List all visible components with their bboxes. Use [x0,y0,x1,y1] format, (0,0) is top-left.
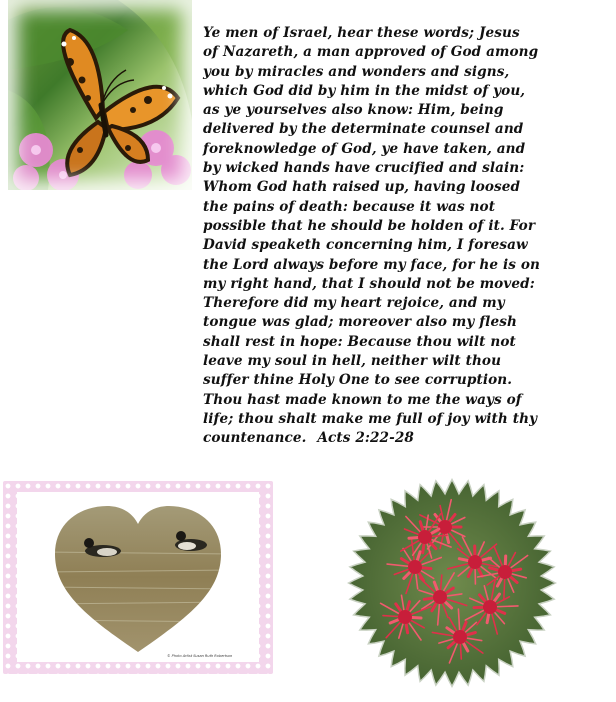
butterfly-photo [8,0,192,190]
verse-line: which God did by him in the midst of you, [203,82,526,99]
verse-line: Thou hast made known to me the ways of [203,391,522,408]
verse-line: Therefore did my heart rejoice, and my [203,295,505,312]
heart-photo-panel [17,492,259,662]
spider-lily-picture [345,477,559,689]
verse-line: Whom God hath raised up, having loosed [203,179,521,196]
verse-line: possible that he should be holden of it. For [203,217,536,234]
butterfly-picture [8,0,192,190]
pink-flowers [13,130,191,190]
verse-line: leave my soul in hell, neither wilt thou [203,353,502,370]
verse-line: foreknowledge of God, ye have taken, and [203,140,526,157]
verse-line: tongue was glad; moreover also my flesh [203,314,517,331]
verse-line: countenance. Acts 2:22-28 [203,430,414,447]
verse-line: shall rest in hope: Because thou wilt not [203,333,516,350]
verse-line: you by miracles and wonders and signs, [203,63,510,80]
verse-line: as ye yourselves also know: Him, being [203,102,504,119]
verse-line: by wicked hands have crucified and slain: [203,160,525,177]
verse-line: of Nazareth, a man approved of God among [203,44,539,61]
heart-photo-frame [3,481,273,674]
verse-line: life; thou shalt make me full of joy with thy [203,410,538,427]
verse-line: Ye men of Israel, hear these words; Jesus [203,25,520,41]
verse-line: my right hand, that I should not be moved: [203,275,535,292]
verse-reference: Acts 2:22-28 [317,430,414,447]
butterfly [62,30,179,175]
heart-photo [17,492,259,662]
verse-line: the pains of death: because it was not [203,198,496,215]
flower-photo [345,477,559,689]
verse-line: suffer thine Holy One to see corruption. [203,372,513,389]
photo-credit: © Photo Artist Susan Ruth Robertson [167,654,233,658]
verse-line: David speaketh concerning him, I foresaw [203,237,528,254]
scripture-text [203,24,603,449]
verse-line: delivered by the determinate counsel and [203,121,524,138]
verse-line: the Lord always before my face, for he is on [203,256,540,273]
